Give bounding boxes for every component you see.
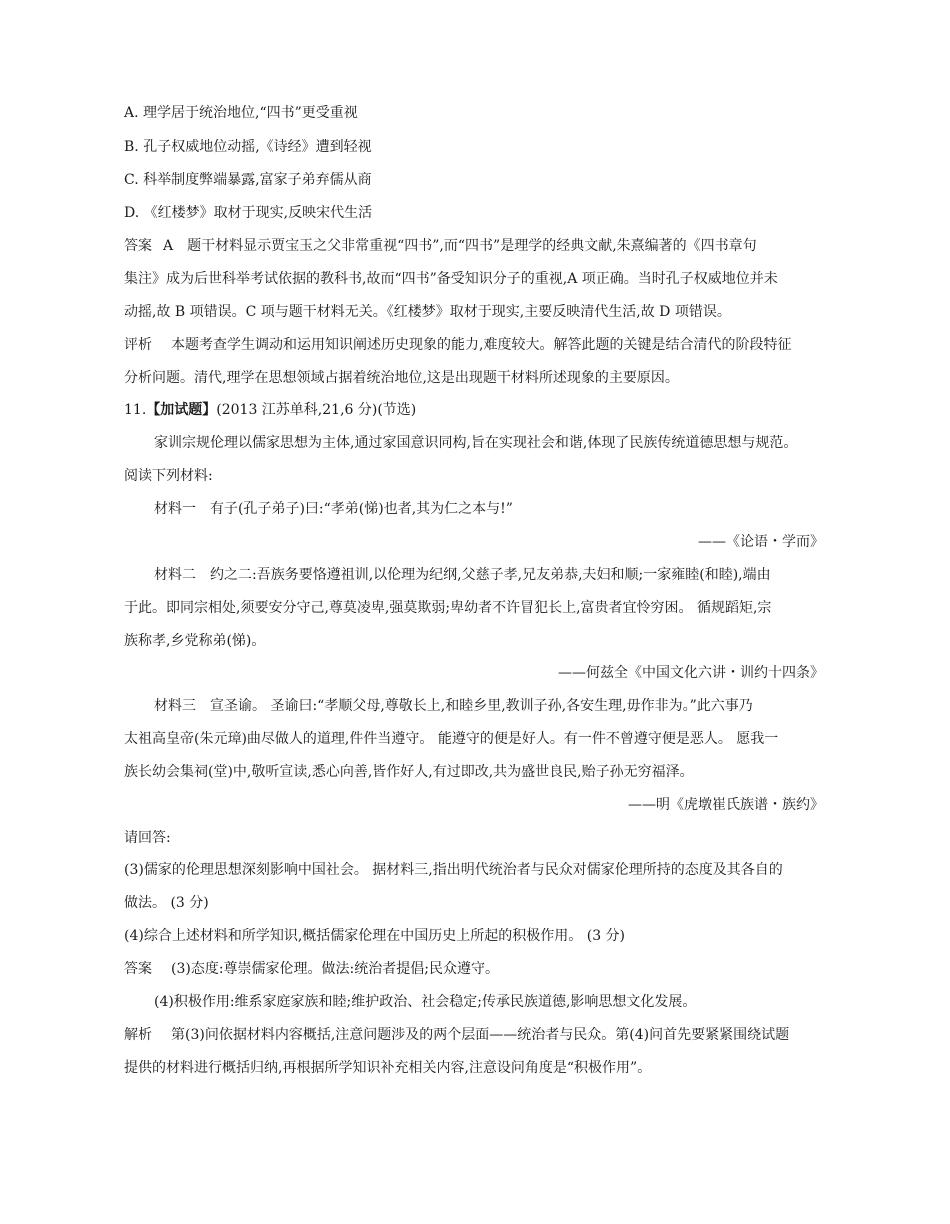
answer-11-part-4: (4)积极作用:维系家庭家族和睦;维护政治、社会稳定;传承民族道德,影响思想文化发展。 xyxy=(154,994,697,1010)
explanation-line-1: 第(3)问依据材料内容概括,注意问题涉及的两个层面——统治者与民众。第(4)问首先要紧紧围绕试题 xyxy=(171,1027,790,1043)
question-tag: 【加试题】 xyxy=(146,402,217,418)
option-a: A. 理学居于统治地位,“四书”更受重视 xyxy=(124,105,358,121)
read-instruction: 阅读下列材料: xyxy=(124,468,213,484)
review-line-2: 分析问题。清代,理学在思想领域占据着统治地位,这是出现题干材料所述现象的主要原因。 xyxy=(124,370,679,386)
material-1-source: ——《论语・学而》 xyxy=(698,534,824,550)
answer-line-1: A 题干材料显示贾宝玉之父非常重视“四书”,而“四书”是理学的经典文献,朱熹编著的《四书章句 xyxy=(163,238,757,254)
question-number: 11. xyxy=(124,402,147,418)
answer-line-3: 动摇,故 B 项错误。C 项与题干材料无关。《红楼梦》取材于现实,主要反映清代生活,故 D 项错误。 xyxy=(124,304,731,320)
option-c: C. 科举制度弊端暴露,富家子弟弃儒从商 xyxy=(124,172,372,188)
please-answer: 请回答: xyxy=(124,830,171,846)
material-3-source: ——明《虎墩崔氏族谱・族约》 xyxy=(628,797,824,813)
review-line-1: 本题考查学生调动和运用知识阐述历史现象的能力,难度较大。解答此题的关键是结合清代的阶段特征 xyxy=(171,337,792,353)
explanation-line-2: 提供的材料进行概括归纳,再根据所学知识补充相关内容,注意设问角度是“积极作用”。 xyxy=(124,1060,652,1076)
answer-line-2: 集注》成为后世科举考试依据的教科书,故而“四书”备受知识分子的重视,A 项正确。当时孔子权威地位并未 xyxy=(124,271,778,287)
material-1: 材料一 有子(孔子弟子)曰:“孝弟(悌)也者,其为仁之本与!” xyxy=(154,501,513,517)
option-b: B. 孔子权威地位动摇,《诗经》遭到轻视 xyxy=(124,139,372,155)
answer-11-label: 答案 xyxy=(124,961,152,977)
material-3-line-3: 族长幼会集祠(堂)中,敬听宣读,悉心向善,皆作好人,有过即改,共为盛世良民,贻子孙无穷福泽。 xyxy=(124,764,694,780)
subquestion-3-line-2: 做法。 (3 分) xyxy=(124,895,209,911)
option-d: D. 《红楼梦》取材于现实,反映宋代生活 xyxy=(124,205,373,221)
answer-label: 答案 xyxy=(124,238,152,254)
material-3-line-2: 太祖高皇帝(朱元璋)曲尽做人的道理,件件当遵守。 能遵守的便是好人。有一件不曾遵守便是恶人。 愿我一 xyxy=(124,731,779,747)
question-11-heading xyxy=(124,401,416,419)
material-2-line-1: 材料二 约之二:吾族务要恪遵祖训,以伦理为纪纲,父慈子孝,兄友弟恭,夫妇和顺;一家雍睦(和睦),端由 xyxy=(154,567,771,583)
question-source: (2013 江苏单科,21,6 分)(节选) xyxy=(216,402,417,418)
intro-paragraph: 家训宗规伦理以儒家思想为主体,通过家国意识同构,旨在实现社会和谐,体现了民族传统道德思想与规范。 xyxy=(154,435,798,451)
material-2-line-2: 于此。即同宗相处,须要安分守己,尊莫凌卑,强莫欺弱;卑幼者不许冒犯长上,富贵者宜怜穷困。 循规蹈矩,宗 xyxy=(124,600,772,616)
explanation-label: 解析 xyxy=(124,1027,152,1043)
subquestion-4: (4)综合上述材料和所学知识,概括儒家伦理在中国历史上所起的积极作用。 (3 分) xyxy=(124,928,626,944)
answer-11-part-3: (3)态度:尊崇儒家伦理。做法:统治者提倡;民众遵守。 xyxy=(171,961,499,977)
material-2-source: ——何兹全《中国文化六讲・训约十四条》 xyxy=(558,665,824,681)
subquestion-3-line-1: (3)儒家的伦理思想深刻影响中国社会。 据材料三,指出明代统治者与民众对儒家伦理所持的态度及其各自的 xyxy=(124,862,783,878)
review-label: 评析 xyxy=(124,337,152,353)
material-2-line-3: 族称孝,乡党称弟(悌)。 xyxy=(124,633,266,649)
material-3-line-1: 材料三 宣圣谕。 圣谕曰:“孝顺父母,尊敬长上,和睦乡里,教训子孙,各安生理,毋作非为。”此六事乃 xyxy=(154,698,753,714)
